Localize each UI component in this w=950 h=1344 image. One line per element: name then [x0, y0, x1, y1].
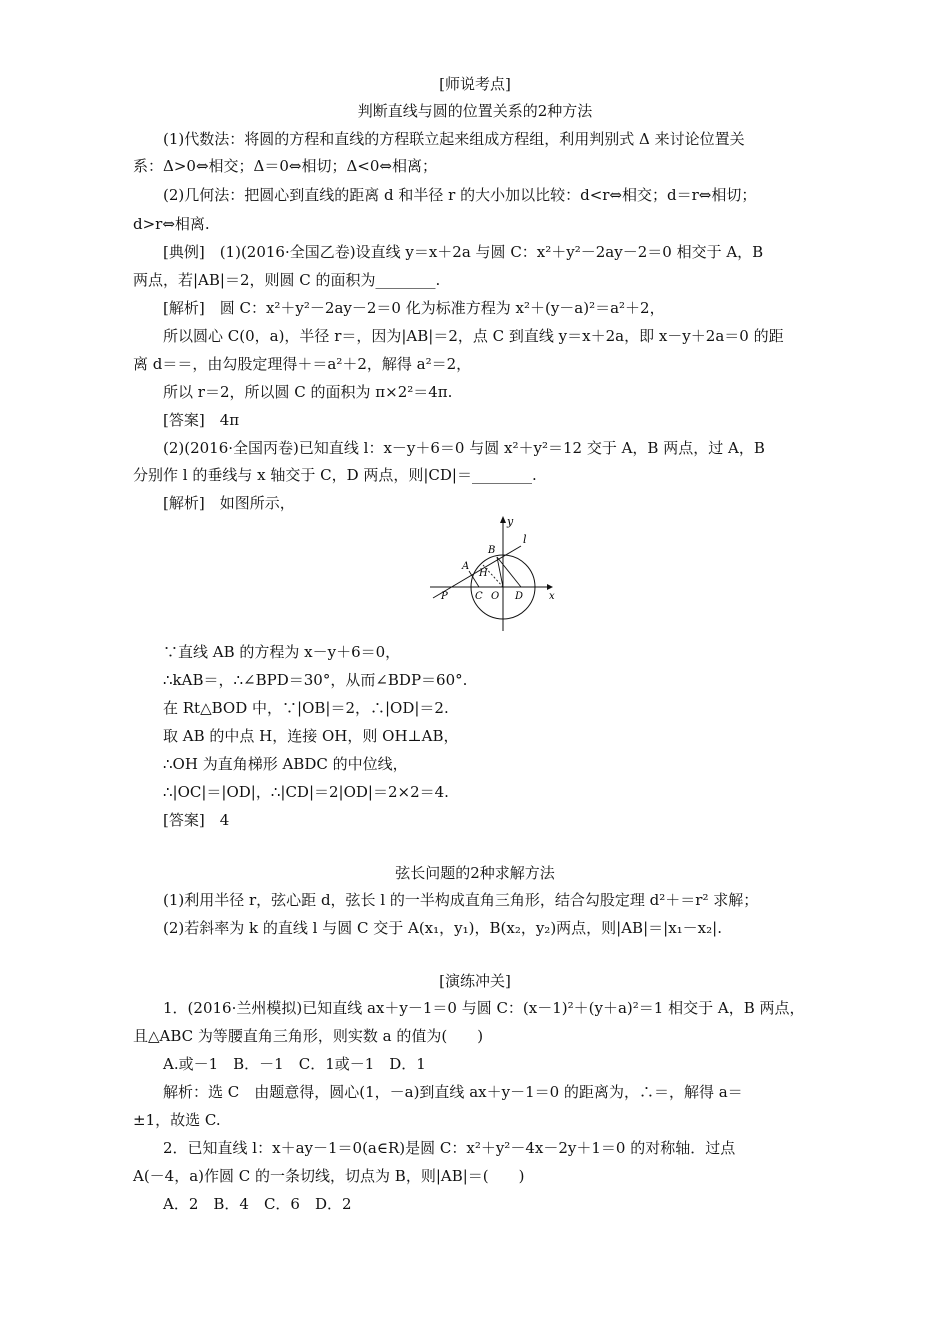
solution-line: ∴kAB＝，∴∠BPD＝30°，从而∠BDP＝60°. — [163, 671, 468, 689]
label-p: P — [441, 591, 448, 602]
question-line: 且△ABC 为等腰直角三角形，则实数 a 的值为( ) — [133, 1027, 484, 1045]
label-b: B — [488, 545, 496, 556]
geometry-figure — [425, 513, 565, 633]
label-o: O — [491, 591, 500, 602]
example-line: (2)(2016·全国丙卷)已知直线 l：x－y＋6＝0 与圆 x²＋y²＝12 交于 A，B 两点，过 A，B — [163, 439, 765, 457]
section-header-yanlian: [演练冲关] — [439, 972, 511, 990]
paragraph-line: (1)利用半径 r，弦心距 d，弦长 l 的一半构成直角三角形，结合勾股定理 d²＋＝r² 求解； — [163, 891, 759, 909]
solution-line: 离 d＝＝，由勾股定理得＋＝a²＋2，解得 a²＝2， — [133, 355, 472, 373]
label-c: C — [475, 591, 483, 602]
question-line: 2．已知直线 l：x＋ay－1＝0(a∈R)是圆 C：x²＋y²－4x－2y＋1＝0 的对称轴．过点 — [163, 1139, 736, 1157]
section-title-position: 判断直线与圆的位置关系的2种方法 — [357, 102, 593, 120]
solution-line: 在 Rt△BOD 中，∵|OB|＝2，∴|OD|＝2. — [163, 699, 449, 717]
label-x: x — [549, 591, 555, 602]
section-header-shishuo: [师说考点] — [439, 75, 511, 93]
options-line: A.或－1 B．－1 C．1或－1 D．1 — [163, 1055, 426, 1073]
label-l: l — [523, 533, 527, 546]
x-axis-arrow — [547, 584, 553, 590]
paragraph-line: (2)几何法：把圆心到直线的距离 d 和半径 r 的大小加以比较：d<r⇔相交；d＝r⇔相切； — [163, 186, 757, 204]
answer-line: [答案] 4π — [163, 411, 240, 429]
example-line: [典例] (1)(2016·全国乙卷)设直线 y＝x＋2a 与圆 C：x²＋y²－2ay－2＝0 相交于 A，B — [163, 243, 764, 261]
solution-line: [解析] 如图所示， — [163, 494, 295, 512]
paragraph-line: (2)若斜率为 k 的直线 l 与圆 C 交于 A(x₁，y₁)，B(x₂，y₂)两点，则|AB|＝|x₁－x₂|. — [163, 919, 722, 937]
example-line: 分别作 l 的垂线与 x 轴交于 C，D 两点，则|CD|＝________. — [133, 466, 537, 484]
segment-ob — [497, 557, 503, 587]
paragraph-line: (1)代数法：将圆的方程和直线的方程联立起来组成方程组，利用判别式 Δ 来讨论位置关 — [163, 130, 745, 148]
label-y: y — [507, 515, 514, 528]
section-title-chord: 弦长问题的2种求解方法 — [395, 864, 555, 882]
solution-line: 所以 r＝2，所以圆 C 的面积为 π×2²＝4π. — [163, 383, 453, 401]
solution-line: 所以圆心 C(0，a)，半径 r＝，因为|AB|＝2，点 C 到直线 y＝x＋2a，即 x－y＋2a＝0 的距 — [163, 327, 784, 345]
solution-line: 取 AB 的中点 H，连接 OH，则 OH⊥AB， — [163, 727, 459, 745]
example-line: 两点，若|AB|＝2，则圆 C 的面积为________. — [133, 271, 441, 289]
answer-line: [答案] 4 — [163, 811, 230, 829]
perpendicular-bd — [497, 557, 521, 587]
question-line: 1．(2016·兰州模拟)已知直线 ax＋y－1＝0 与圆 C：(x－1)²＋(y＋a)²＝1 相交于 A，B 两点， — [163, 999, 805, 1017]
solution-line: ∴OH 为直角梯形 ABDC 的中位线， — [163, 755, 408, 773]
label-h: H — [479, 568, 488, 579]
paragraph-line: d>r⇔相离. — [133, 215, 210, 233]
y-axis-arrow — [500, 516, 506, 523]
paragraph-line: 系：Δ>0⇔相交；Δ＝0⇔相切；Δ<0⇔相离； — [133, 157, 437, 175]
solution-line: 解析：选 C 由题意得，圆心(1，－a)到直线 ax＋y－1＝0 的距离为，∴＝，解得 a＝ — [163, 1083, 743, 1101]
question-line: A(－4，a)作圆 C 的一条切线，切点为 B，则|AB|＝( ) — [133, 1167, 525, 1185]
solution-line: ∵直线 AB 的方程为 x－y＋6＝0， — [163, 643, 401, 661]
solution-line: [解析] 圆 C：x²＋y²－2ay－2＝0 化为标准方程为 x²＋(y－a)²＝a²＋2， — [163, 299, 665, 317]
circle-line-diagram — [425, 513, 565, 633]
solution-line: ±1，故选 C. — [133, 1111, 221, 1129]
label-a: A — [462, 561, 470, 572]
label-d: D — [515, 591, 524, 602]
options-line: A．2 B．4 C．6 D．2 — [163, 1195, 352, 1213]
solution-line: ∴|OC|＝|OD|，∴|CD|＝2|OD|＝2×2＝4. — [163, 783, 449, 801]
